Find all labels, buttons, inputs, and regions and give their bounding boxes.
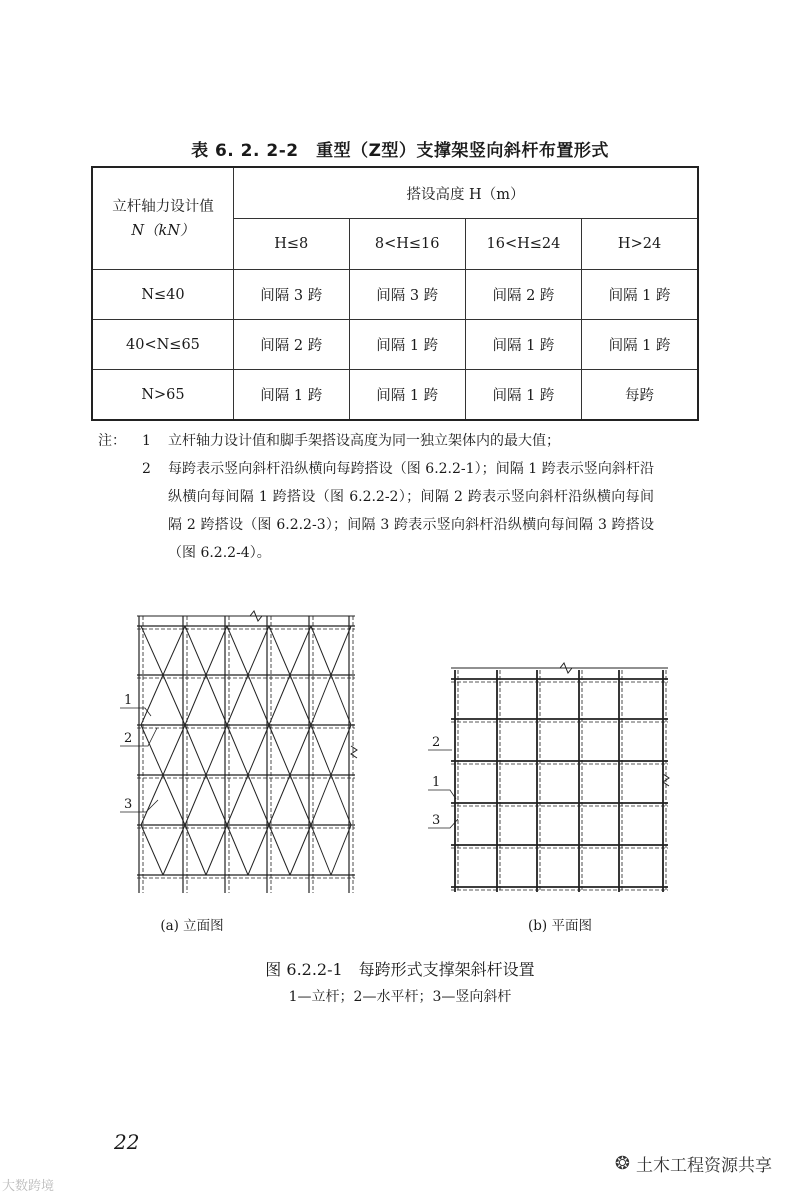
table-cell: 间隔 3 跨 <box>233 270 349 320</box>
row-label: N≤40 <box>92 270 233 320</box>
diagonal-brace <box>163 825 185 875</box>
table-row <box>92 370 698 421</box>
diagonal-brace <box>269 626 290 675</box>
notes-lead: 注： <box>98 433 126 449</box>
table-cell: 间隔 1 跨 <box>582 320 698 370</box>
diagonal-brace <box>311 825 331 875</box>
diagonal-brace <box>269 775 290 825</box>
row-header-line1: 立杆轴力设计值 <box>112 198 214 215</box>
diagonal-brace <box>248 626 269 675</box>
table-cell: 间隔 1 跨 <box>582 270 698 320</box>
diagonal-brace <box>185 725 206 775</box>
plan-caption: (b) 平面图 <box>528 918 592 934</box>
spec-table <box>91 166 699 421</box>
diagonal-brace <box>206 626 227 675</box>
col-group-header: 搭设高度 H（m） <box>233 167 698 219</box>
diagonal-brace <box>185 626 206 675</box>
diagonal-brace <box>290 675 311 725</box>
diagonal-brace <box>331 775 351 825</box>
table-row <box>92 320 698 370</box>
diagonal-brace <box>227 825 248 875</box>
callout-label: 1 <box>432 775 441 790</box>
diagonal-brace <box>269 825 290 875</box>
callout-label: 3 <box>124 797 133 812</box>
diagonal-brace <box>290 825 311 875</box>
table-cell: 间隔 1 跨 <box>465 370 581 421</box>
diagonal-brace <box>311 725 331 775</box>
diagonal-brace <box>206 675 227 725</box>
row-header-line2: N（kN） <box>131 222 195 239</box>
diagonal-brace <box>311 626 331 675</box>
note-text: 每跨表示竖向斜杆沿纵横向每跨搭设（图 6.2.2-1）；间隔 1 跨表示竖向斜杆沿纵横向每间隔 1 跨搭设（图 6.2.2-2）；间隔 2 跨表示竖向斜杆沿纵横向每间隔 2 跨搭设（图 6.2.2-3）；间隔 3 跨表示竖向斜杆沿纵横向每间隔 3 跨搭设（图 6.2.2-4）。 <box>168 461 654 561</box>
diagonal-brace <box>331 825 351 875</box>
diagonal-brace <box>331 675 351 725</box>
row-label: N>65 <box>92 370 233 421</box>
diagonal-brace <box>331 725 351 775</box>
col-header: 16<H≤24 <box>465 219 581 270</box>
table-title: 表 6. 2. 2-2 重型（Z型）支撑架竖向斜杆布置形式 <box>191 141 609 161</box>
diagonal-brace <box>141 675 163 725</box>
diagonal-brace <box>290 725 311 775</box>
watermark-right <box>615 1151 772 1176</box>
diagonal-brace <box>290 775 311 825</box>
table-cell: 间隔 1 跨 <box>349 320 465 370</box>
diagonal-brace <box>141 725 163 775</box>
note-number: 2 <box>142 461 151 477</box>
table-cell: 间隔 2 跨 <box>233 320 349 370</box>
table-row <box>92 270 698 320</box>
diagonal-brace <box>290 626 311 675</box>
diagonal-brace <box>311 675 331 725</box>
diagonal-brace <box>141 775 163 825</box>
diagonal-brace <box>331 626 351 675</box>
diagonal-brace <box>163 626 185 675</box>
col-header: 8<H≤16 <box>349 219 465 270</box>
col-header: H>24 <box>582 219 698 270</box>
diagonal-brace <box>227 725 248 775</box>
row-label: 40<N≤65 <box>92 320 233 370</box>
plan-drawing <box>428 663 669 892</box>
watermark-left: 大数跨境 <box>2 1179 55 1194</box>
table-cell: 间隔 3 跨 <box>349 270 465 320</box>
elevation-drawing <box>120 611 357 893</box>
break-mark <box>351 746 357 758</box>
callout-label: 2 <box>432 735 441 750</box>
diagonal-brace <box>248 725 269 775</box>
callout-label: 1 <box>124 693 133 708</box>
diagonal-brace <box>227 626 248 675</box>
figure-drawings <box>0 600 800 950</box>
diagonal-brace <box>248 825 269 875</box>
diagonal-brace <box>185 675 206 725</box>
table-cell: 间隔 2 跨 <box>465 270 581 320</box>
wechat-icon: ❂ <box>614 1153 630 1174</box>
callout-leader <box>428 790 456 799</box>
diagonal-brace <box>185 825 206 875</box>
note-number: 1 <box>142 433 151 449</box>
elevation-caption: (a) 立面图 <box>160 918 224 934</box>
diagonal-brace <box>163 725 185 775</box>
diagonal-brace <box>185 775 206 825</box>
table-cell: 每跨 <box>582 370 698 421</box>
diagonal-brace <box>269 675 290 725</box>
table-cell: 间隔 1 跨 <box>233 370 349 421</box>
note-text: 立杆轴力设计值和脚手架搭设高度为同一独立架体内的最大值； <box>168 433 560 449</box>
diagonal-brace <box>248 775 269 825</box>
figure-caption: 图 6.2.2-1 每跨形式支撑架斜杆设置 <box>265 960 535 979</box>
diagonal-brace <box>163 675 185 725</box>
page-number: 22 <box>114 1130 140 1154</box>
diagonal-brace <box>227 675 248 725</box>
callout-label: 2 <box>124 731 133 746</box>
diagonal-brace <box>269 725 290 775</box>
table-cell: 间隔 1 跨 <box>465 320 581 370</box>
row-header-cell <box>92 167 233 270</box>
watermark-right-text: 土木工程资源共享 <box>636 1156 772 1176</box>
diagonal-brace <box>163 775 185 825</box>
diagonal-brace <box>311 775 331 825</box>
diagonal-brace <box>206 825 227 875</box>
diagonal-brace <box>141 626 163 675</box>
diagonal-brace <box>206 725 227 775</box>
col-header: H≤8 <box>233 219 349 270</box>
table-cell: 间隔 1 跨 <box>349 370 465 421</box>
callout-label: 3 <box>432 813 441 828</box>
figure-legend: 1—立杆；2—水平杆；3—竖向斜杆 <box>288 989 512 1005</box>
diagonal-brace <box>227 775 248 825</box>
diagonal-brace <box>248 675 269 725</box>
diagonal-brace <box>141 825 163 875</box>
diagonal-brace <box>206 775 227 825</box>
